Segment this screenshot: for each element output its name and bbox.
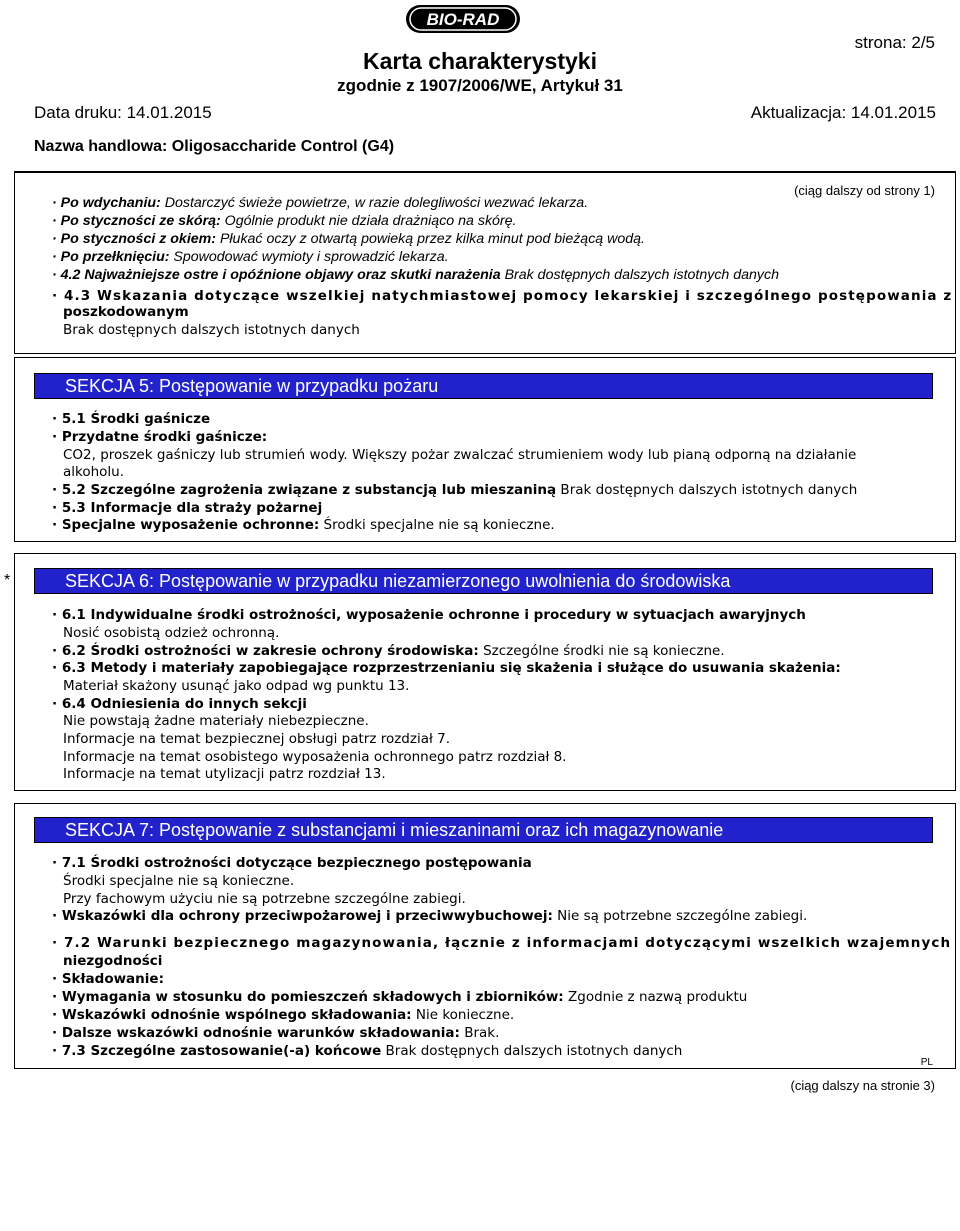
change-marker: * bbox=[4, 572, 11, 589]
continuation-to: (ciąg dalszy na stronie 3) bbox=[790, 1078, 935, 1093]
s7-professional-use: Przy fachowym użyciu nie są potrzebne szczególne zabiegi. bbox=[63, 891, 466, 907]
s5-firefighters: · 5.3 Informacje dla straży pożarnej bbox=[52, 500, 323, 516]
s5-protective-equipment: · Specjalne wyposażenie ochronne: Środki specjalne nie są konieczne. bbox=[52, 517, 555, 533]
s5-suitable-media-cont: alkoholu. bbox=[63, 464, 125, 480]
s5-suitable-media: CO2, proszek gaśniczy lub strumień wody. Większy pożar zwalczać strumieniem wody lub pianą odporną na działanie bbox=[63, 447, 857, 463]
s6-ref-line-1: Nie powstają żadne materiały niebezpieczne. bbox=[63, 713, 369, 729]
bio-rad-logo bbox=[405, 4, 521, 34]
symptoms-4-2: · 4.2 Najważniejsze ostre i opóźnione objawy oraz skutki narażenia Brak dostępnych dalszych istotnych danych bbox=[52, 267, 780, 283]
s7-safe-handling: · 7.1 Środki ostrożności dotyczące bezpiecznego postępowania bbox=[52, 855, 532, 871]
s7-no-special-measures: Środki specjalne nie są konieczne. bbox=[63, 873, 295, 889]
page-number: strona: 2/5 bbox=[854, 33, 935, 52]
s7-fire-protection: · Wskazówki dla ochrony przeciwpożarowej i przeciwwybuchowej: Nie są potrzebne szczególne zabiegi. bbox=[52, 908, 808, 924]
first-aid-eyes: · Po styczności z okiem: Płukać oczy z otwartą powieką przez kilka minut pod bieżącą wodą. bbox=[52, 231, 645, 247]
s7-storeroom-requirements: · Wymagania w stosunku do pomieszczeń składowych i zbiorników: Zgodnie z nazwą produktu bbox=[52, 989, 748, 1005]
medical-attention-4-3: · 4.3 Wskazania dotyczące wszelkiej natychmiastowej pomocy lekarskiej i szczególnego postępowania z bbox=[52, 288, 953, 304]
medical-attention-text: Brak dostępnych dalszych istotnych danych bbox=[63, 322, 360, 338]
update-date: Aktualizacja: 14.01.2015 bbox=[750, 103, 936, 122]
document-title: Karta charakterystyki bbox=[363, 48, 597, 74]
document-subtitle: zgodnie z 1907/2006/WE, Artykuł 31 bbox=[337, 76, 623, 95]
s6-ref-line-2: Informacje na temat bezpiecznej obsługi patrz rozdział 7. bbox=[63, 731, 450, 747]
s6-containment: · 6.3 Metody i materiały zapobiegające rozprzestrzenianiu się skażenia i służące do usuwania skażenia: bbox=[52, 660, 841, 676]
s6-disposal: Materiał skażony usunąć jako odpad wg punktu 13. bbox=[63, 678, 410, 694]
s6-ref-line-3: Informacje na temat osobistego wyposażenia ochronnego patrz rozdział 8. bbox=[63, 749, 567, 765]
first-aid-inhalation: · Po wdychaniu: Dostarczyć świeże powietrze, w razie dolegliwości wezwać lekarza. bbox=[52, 195, 589, 211]
s7-storage-label: · Składowanie: bbox=[52, 971, 164, 987]
trade-name: Nazwa handlowa: Oligosaccharide Control (G4) bbox=[34, 138, 395, 155]
continuation-from: (ciąg dalszy od strony 1) bbox=[794, 183, 935, 198]
first-aid-ingestion: · Po przełknięciu: Spowodować wymioty i sprowadzić lekarza. bbox=[52, 249, 449, 265]
medical-attention-4-3-cont: poszkodowanym bbox=[63, 304, 189, 320]
s7-further-storage: · Dalsze wskazówki odnośnie warunków składowania: Brak. bbox=[52, 1025, 500, 1041]
section6-heading: SEKCJA 6: Postępowanie w przypadku niezamierzonego uwolnienia do środowiska bbox=[34, 568, 933, 594]
s6-references: · 6.4 Odniesienia do innych sekcji bbox=[52, 696, 307, 712]
language-code: PL bbox=[920, 1057, 933, 1068]
section7-heading: SEKCJA 7: Postępowanie z substancjami i mieszaninami oraz ich magazynowanie bbox=[34, 817, 933, 843]
s7-storage-conditions: · 7.2 Warunki bezpiecznego magazynowania, łącznie z informacjami dotyczącymi wszelkich wzajemnych bbox=[52, 935, 952, 951]
s7-common-storage: · Wskazówki odnośnie wspólnego składowania: Nie konieczne. bbox=[52, 1007, 515, 1023]
s5-suitable-media-label: · Przydatne środki gaśnicze: bbox=[52, 429, 268, 445]
section5-heading: SEKCJA 5: Postępowanie w przypadku pożaru bbox=[34, 373, 933, 399]
first-aid-skin: · Po styczności ze skórą: Ogólnie produkt nie działa drażniąco na skórę. bbox=[52, 213, 517, 229]
s5-special-hazards: · 5.2 Szczególne zagrożenia związane z substancją lub mieszaniną Brak dostępnych dalszych istotnych danych bbox=[52, 482, 858, 498]
s7-storage-conditions-cont: niezgodności bbox=[63, 953, 163, 969]
s6-ref-line-4: Informacje na temat utylizacji patrz rozdział 13. bbox=[63, 766, 386, 782]
print-date: Data druku: 14.01.2015 bbox=[34, 103, 212, 122]
s6-personal-precautions: · 6.1 Indywidualne środki ostrożności, wyposażenie ochronne i procedury w sytuacjach awaryjnych bbox=[52, 607, 806, 623]
s6-wear-clothing: Nosić osobistą odzież ochronną. bbox=[63, 625, 280, 641]
s6-environmental: · 6.2 Środki ostrożności w zakresie ochrony środowiska: Szczególne środki nie są konieczne. bbox=[52, 643, 725, 659]
logo-text: BIO-RAD bbox=[426, 10, 500, 29]
s5-extinguishing-media: · 5.1 Środki gaśnicze bbox=[52, 411, 211, 427]
s7-end-uses: · 7.3 Szczególne zastosowanie(-a) końcowe Brak dostępnych dalszych istotnych danych bbox=[52, 1043, 683, 1059]
